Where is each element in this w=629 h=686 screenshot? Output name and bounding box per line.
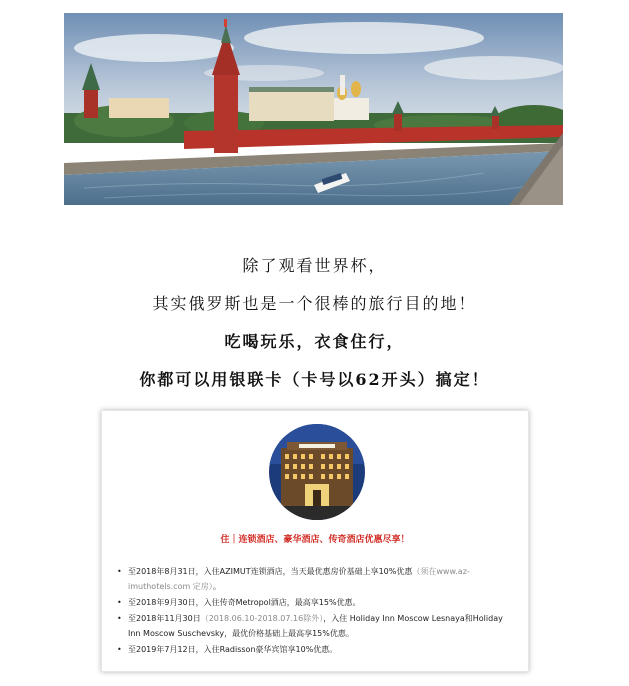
intro-line-4: 你都可以用银联卡（卡号以62开头）搞定！ bbox=[139, 370, 490, 389]
offer-text: 至2018年11月30日 bbox=[128, 614, 201, 623]
card-title: 住｜连锁酒店、豪华酒店、传奇酒店优惠尽享！ bbox=[220, 535, 410, 545]
offer-text: 至2018年9月30日，入住传奇Metropol酒店，最高享15%优惠。 bbox=[128, 598, 361, 607]
hotel-offer-card bbox=[101, 410, 529, 672]
hotel-photo bbox=[269, 424, 365, 520]
list-item bbox=[116, 611, 516, 641]
intro-text-block bbox=[0, 255, 629, 391]
list-item bbox=[116, 642, 516, 657]
offer-note: （须在www.az-imuthotels.com 定房） bbox=[128, 567, 470, 591]
intro-line-1: 除了观看世界杯， bbox=[242, 256, 387, 275]
intro-line-3: 吃喝玩乐，衣食住行， bbox=[224, 332, 405, 351]
offer-tail: 。 bbox=[212, 582, 221, 591]
hero-kremlin-photo bbox=[64, 13, 563, 205]
offer-note: （2018.06.10-2018.07.16除外） bbox=[200, 614, 324, 623]
offer-tail: ，入住 Holiday Inn Moscow Lesnaya和Holiday Inn Moscow Suschevsky，最优价格基础上最高享15%优惠。 bbox=[128, 614, 503, 638]
offer-text: 至2018年8月31日，入住AZIMUT连锁酒店，当天最优惠房价基础上享10%优惠 bbox=[128, 567, 413, 576]
offer-list bbox=[116, 564, 516, 658]
intro-line-2: 其实俄罗斯也是一个很棒的旅行目的地！ bbox=[152, 294, 477, 313]
list-item bbox=[116, 564, 516, 594]
offer-text: 至2019年7月12日，入住Radisson豪华宾馆享10%优惠。 bbox=[128, 645, 338, 654]
list-item bbox=[116, 595, 516, 610]
